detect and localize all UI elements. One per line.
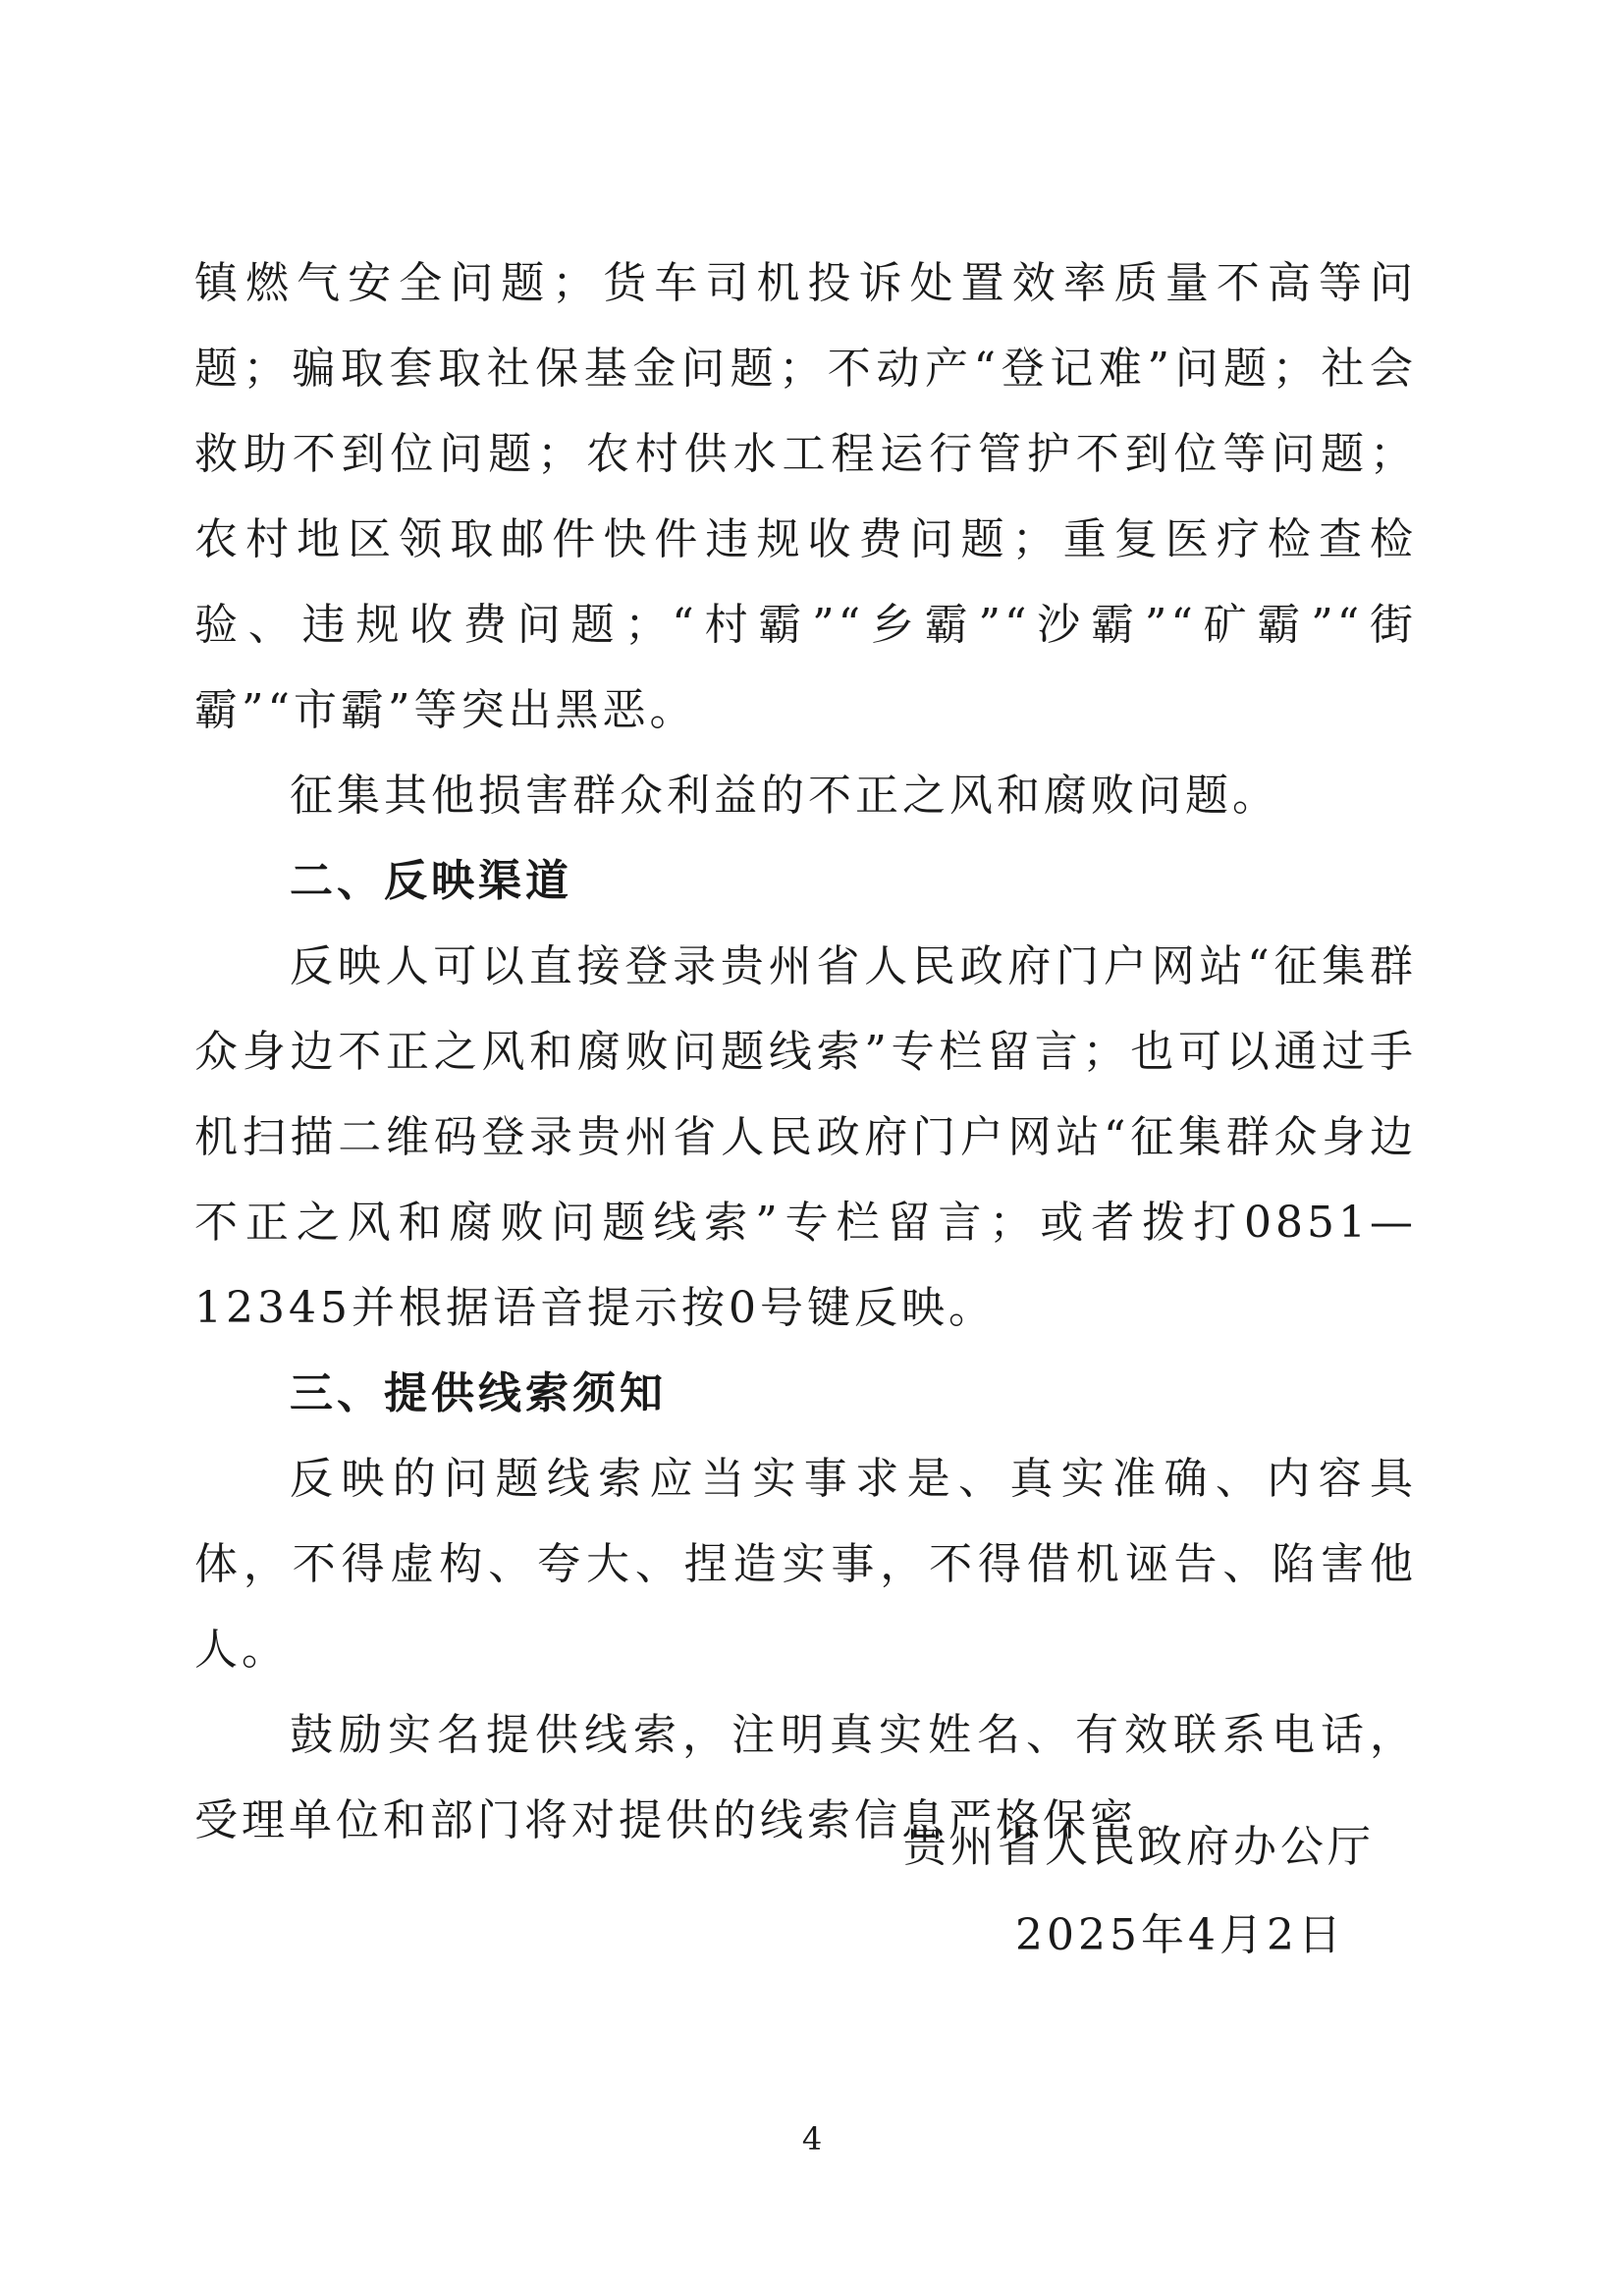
document-body bbox=[194, 240, 1417, 1863]
paragraph-issues-list: 镇燃气安全问题；货车司机投诉处置效率质量不高等问题；骗取套取社保基金问题；不动产“登记难”问题；社会救助不到位问题；农村供水工程运行管护不到位等问题；农村地区领取邮件快件违规收费问题；重复医疗检查检验、违规收费问题；“村霸”“乡霸”“沙霸”“矿霸”“街霸”“市霸”等突出黑恶。 bbox=[194, 258, 1417, 735]
page-number: 4 bbox=[801, 2120, 823, 2158]
paragraph-channels: 反映人可以直接登录贵州省人民政府门户网站“征集群众身边不正之风和腐败问题线索”专栏留言；也可以通过手机扫描二维码登录贵州省人民政府门户网站“征集群众身边不正之风和腐败问题线索”专栏留言；或者拨打0851—12345并根据语音提示按0号键反映。 bbox=[194, 941, 1417, 1333]
signature-date: 2025年4月2日 bbox=[1015, 1910, 1345, 1960]
heading-channels: 二、反映渠道 bbox=[290, 856, 572, 906]
signature-organization: 贵州省人民政府办公厅 bbox=[903, 1822, 1375, 1872]
paragraph-other-issues: 征集其他损害群众利益的不正之风和腐败问题。 bbox=[290, 771, 1279, 821]
heading-notice: 三、提供线索须知 bbox=[290, 1368, 667, 1418]
paragraph-notice-realname: 鼓励实名提供线索，注明真实姓名、有效联系电话，受理单位和部门将对提供的线索信息严格保密。 bbox=[194, 1710, 1417, 1845]
paragraph-notice-accuracy: 反映的问题线索应当实事求是、真实准确、内容具体，不得虚构、夸大、捏造实事，不得借机诬告、陷害他人。 bbox=[194, 1454, 1417, 1675]
